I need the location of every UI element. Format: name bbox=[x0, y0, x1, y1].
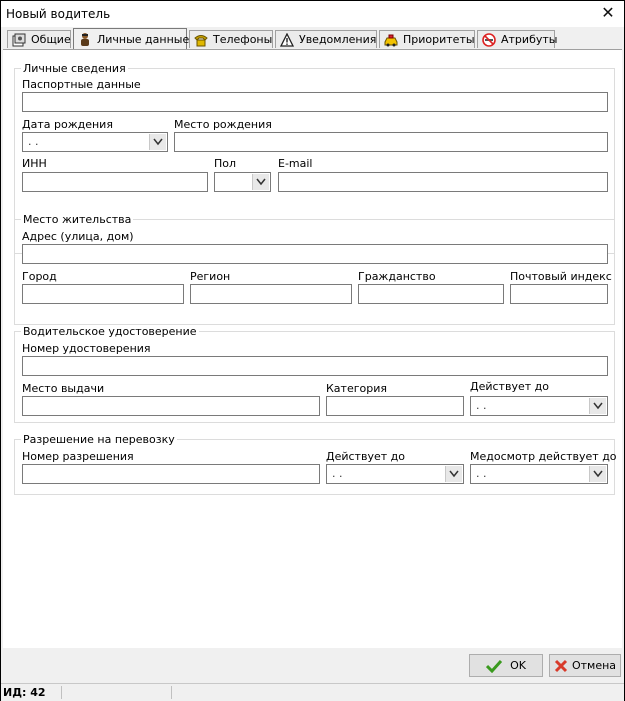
permit-number-label: Номер разрешения bbox=[22, 450, 134, 463]
birthdate-picker[interactable]: . . bbox=[22, 132, 168, 152]
category-label: Категория bbox=[326, 382, 387, 395]
passport-input[interactable] bbox=[22, 92, 608, 112]
chevron-down-icon[interactable] bbox=[589, 466, 606, 482]
postcode-input[interactable] bbox=[510, 284, 608, 304]
license-number-input[interactable] bbox=[22, 356, 608, 376]
title-bar bbox=[1, 1, 624, 27]
passport-label: Паспортные данные bbox=[22, 78, 141, 91]
issue-place-input[interactable] bbox=[22, 396, 320, 416]
issue-place-label: Место выдачи bbox=[22, 382, 105, 395]
tab-personal-data[interactable]: Личные данные bbox=[73, 28, 187, 49]
group-legend: Водительское удостоверение bbox=[23, 325, 197, 338]
city-label: Город bbox=[22, 270, 57, 283]
cancel-button-label: Отмена bbox=[571, 659, 617, 672]
address-label: Адрес (улица, дом) bbox=[22, 230, 134, 243]
status-divider bbox=[171, 686, 172, 699]
taxi-car-icon bbox=[384, 33, 398, 47]
tab-attributes[interactable]: Атрибуты bbox=[477, 30, 555, 48]
cancel-button[interactable] bbox=[549, 654, 621, 677]
region-label: Регион bbox=[190, 270, 231, 283]
general-settings-icon bbox=[12, 33, 26, 47]
medical-exam-picker[interactable]: . . bbox=[470, 464, 608, 484]
group-transport-permit bbox=[14, 433, 617, 495]
no-smoking-icon bbox=[482, 33, 496, 47]
warning-triangle-icon bbox=[280, 33, 294, 47]
cross-icon bbox=[554, 659, 568, 673]
inn-input[interactable] bbox=[22, 172, 208, 192]
chevron-down-icon[interactable] bbox=[589, 398, 606, 414]
inn-label: ИНН bbox=[22, 157, 47, 170]
ok-button[interactable] bbox=[469, 654, 543, 677]
address-input[interactable] bbox=[22, 244, 608, 264]
group-legend: Разрешение на перевозку bbox=[23, 433, 175, 446]
ok-button-label: OK bbox=[510, 659, 526, 672]
tab-notifications[interactable]: Уведомления bbox=[275, 30, 377, 48]
city-input[interactable] bbox=[22, 284, 184, 304]
record-id: ИД: 42 bbox=[3, 686, 46, 699]
license-number-label: Номер удостоверения bbox=[22, 342, 151, 355]
license-valid-until-label: Действует до bbox=[470, 380, 549, 393]
permit-valid-until-label: Действует до bbox=[326, 450, 405, 463]
postcode-label: Почтовый индекс bbox=[510, 270, 612, 283]
email-label: E-mail bbox=[278, 157, 313, 170]
citizenship-input[interactable] bbox=[358, 284, 504, 304]
chevron-down-icon[interactable] bbox=[445, 466, 462, 482]
tab-priorities[interactable]: Приоритеты bbox=[379, 30, 475, 48]
permit-valid-until-picker[interactable]: . . bbox=[326, 464, 464, 484]
check-icon bbox=[486, 659, 502, 673]
email-input[interactable] bbox=[278, 172, 608, 192]
group-legend: Место жительства bbox=[23, 213, 132, 226]
driver-person-icon bbox=[78, 32, 92, 46]
status-bar bbox=[1, 683, 624, 701]
birthdate-label: Дата рождения bbox=[22, 118, 113, 131]
gender-select[interactable] bbox=[214, 172, 271, 192]
citizenship-label: Гражданство bbox=[358, 270, 436, 283]
region-input[interactable] bbox=[190, 284, 352, 304]
status-divider bbox=[61, 686, 62, 699]
button-bar bbox=[3, 648, 622, 683]
tab-panel-personal-data bbox=[3, 49, 622, 648]
category-input[interactable] bbox=[326, 396, 464, 416]
tab-strip bbox=[3, 28, 622, 49]
telephone-icon bbox=[194, 33, 208, 47]
window-title: Новый водитель bbox=[6, 7, 111, 21]
gender-label: Пол bbox=[214, 157, 237, 170]
close-icon[interactable]: ✕ bbox=[601, 3, 615, 22]
birthplace-label: Место рождения bbox=[174, 118, 272, 131]
birthplace-input[interactable] bbox=[174, 132, 608, 152]
chevron-down-icon[interactable] bbox=[149, 134, 166, 150]
license-valid-until-picker[interactable]: . . bbox=[470, 396, 608, 416]
tab-phones[interactable]: Телефоны bbox=[189, 30, 273, 48]
group-residence bbox=[14, 213, 615, 325]
permit-number-input[interactable] bbox=[22, 464, 320, 484]
group-driver-license bbox=[14, 325, 615, 423]
chevron-down-icon[interactable] bbox=[252, 174, 269, 190]
tab-general[interactable]: Общие bbox=[7, 30, 71, 48]
group-legend: Личные сведения bbox=[23, 62, 126, 75]
medical-exam-label: Медосмотр действует до bbox=[470, 450, 617, 463]
